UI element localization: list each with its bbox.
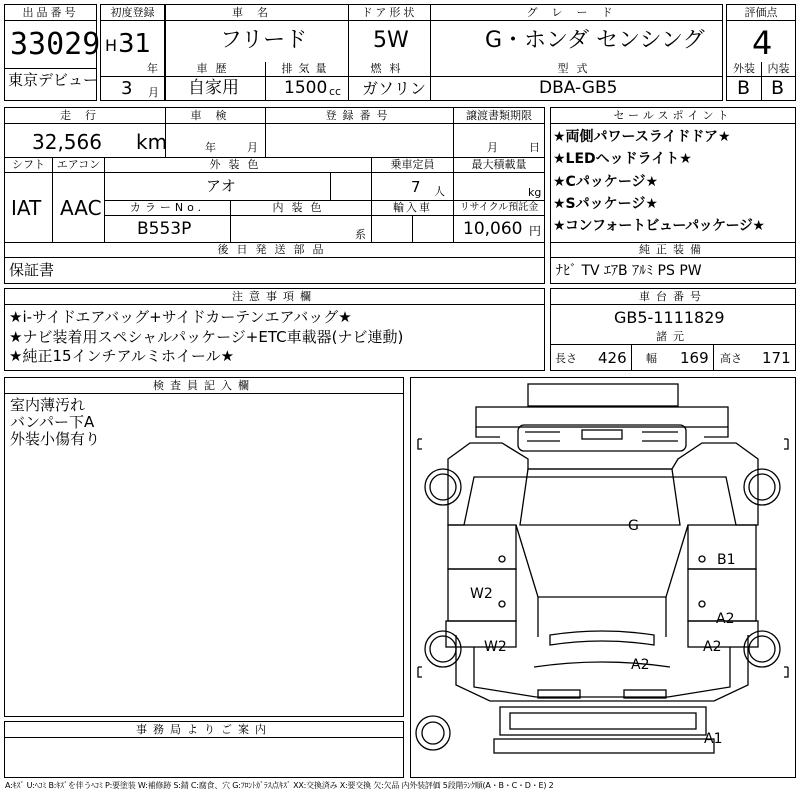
era: H — [105, 36, 118, 55]
month-unit: 月 — [148, 86, 159, 99]
damage-mark: W2 — [484, 639, 507, 655]
first-reg-label: 初度登録 — [101, 5, 164, 21]
selling-point: ★両側パワースライドドア★ — [553, 129, 731, 145]
displacement: 1500 — [284, 78, 328, 98]
car-outline-drawing — [410, 377, 796, 778]
score: 4 — [752, 24, 773, 62]
interior-color-unit: 系 — [355, 228, 366, 241]
exterior-color-label: 外装色 — [105, 158, 371, 172]
recycle-unit: 円 — [529, 224, 542, 238]
history: 自家用 — [188, 78, 239, 98]
score-label: 評価点 — [727, 5, 795, 21]
chassis-label: 車台番号 — [551, 289, 795, 305]
color-no-label: カラーNo. — [105, 201, 230, 215]
fuel-label: 燃料 — [349, 62, 430, 76]
capacity-unit: 人 — [434, 185, 445, 198]
dims-label: 諸元 — [551, 330, 795, 344]
damage-mark: W2 — [470, 586, 493, 602]
shift: IAT — [11, 196, 42, 220]
note-line: ★i-サイドエアバッグ+サイドカーテンエアバッグ★ — [9, 308, 352, 326]
equipment: ﾅﾋﾞ TV ｴｱB ｱﾙﾐ PS PW — [556, 263, 702, 279]
displacement-label: 排気量 — [266, 62, 348, 76]
exterior-color: アオ — [206, 177, 236, 195]
damage-mark: A2 — [703, 639, 722, 655]
damage-mark: G — [628, 518, 639, 534]
length-label: 長さ — [555, 352, 577, 365]
inspector-line: バンパー下A — [10, 413, 95, 431]
capacity: 7 — [411, 178, 421, 196]
equipment-label: 純正装備 — [551, 243, 795, 257]
mileage: 32,566 — [32, 130, 102, 154]
load-unit: kg — [528, 186, 542, 199]
height: 171 — [762, 349, 791, 367]
color-no: B553P — [137, 219, 192, 239]
selling-point: ★Sパッケージ★ — [553, 196, 658, 212]
load-label: 最大積載量 — [454, 158, 544, 172]
interior-label: 内装 — [762, 62, 795, 76]
note-line: ★ナビ装着用スペシャルパッケージ+ETC車載器(ナビ連動) — [9, 328, 404, 346]
transfer-day-unit: 日 — [529, 141, 540, 154]
transfer-label: 譲渡書類期限 — [454, 108, 544, 123]
interior-color-label: 内装色 — [231, 201, 371, 215]
selling-point: ★Cパッケージ★ — [553, 174, 659, 190]
selling-points-label: セールスポイント — [551, 108, 795, 124]
reg-month: 3 — [121, 78, 133, 99]
notes-label: 注意事項欄 — [5, 289, 544, 305]
car-name: フリード — [220, 28, 308, 53]
capacity-label: 乗車定員 — [372, 158, 453, 172]
lot-label: 出品番号 — [5, 5, 96, 21]
insp-year-unit: 年 — [205, 141, 216, 154]
selling-point: ★コンフォートビューパッケージ★ — [553, 218, 765, 234]
model: DBA-GB5 — [539, 78, 618, 98]
later-parts: 保証書 — [9, 261, 55, 279]
height-label: 高さ — [720, 352, 742, 365]
recycle-label: リサイクル預託金 — [454, 201, 544, 215]
car-name-label: 車名 — [166, 5, 348, 20]
transfer-month-unit: 月 — [487, 141, 498, 154]
door-label: ドア形状 — [349, 5, 430, 20]
insp-month-unit: 月 — [247, 141, 258, 154]
reg-number-label: 登録番号 — [266, 108, 453, 123]
damage-mark: B1 — [717, 552, 736, 568]
grade-label: グレード — [431, 5, 722, 20]
inspector-label: 検査員記入欄 — [5, 378, 403, 394]
recycle-amount: 10,060 — [463, 219, 523, 239]
damage-mark: A2 — [631, 657, 650, 673]
mileage-unit: km — [136, 130, 168, 154]
inspector-line: 室内薄汚れ — [10, 396, 86, 414]
auction-site: 東京デビュー — [8, 71, 99, 89]
chassis-number: GB5-1111829 — [614, 308, 725, 327]
note-line: ★純正15インチアルミホイール★ — [9, 347, 235, 365]
width-label: 幅 — [646, 352, 657, 365]
length: 426 — [598, 349, 627, 367]
model-label: 型式 — [431, 62, 722, 76]
inspection-label: 車検 — [166, 108, 265, 123]
door-type: 5W — [373, 28, 409, 53]
legend: A:ｷｽﾞ U:ﾍｺﾐ B:ｷｽﾞを伴うﾍｺﾐ P:要塗装 W:補修跡 S:錆 C:腐食、穴 G:ﾌﾛﾝﾄｶﾞﾗｽ点ｷｽﾞ XX:交換済み X:要交換 欠:欠品 内外装評価 5段階ﾗﾝｸ順(A・B・C・D・E) 2 — [5, 781, 554, 790]
selling-point: ★LEDヘッドライト★ — [553, 151, 692, 167]
ac-label: エアコン — [53, 158, 104, 172]
shift-label: シフト — [5, 158, 52, 172]
later-parts-label: 後日発送部品 — [5, 243, 544, 257]
import-label: 輸入車 — [372, 201, 453, 215]
grade: G・ホンダ センシング — [485, 28, 705, 53]
history-label: 車歴 — [166, 62, 265, 76]
displacement-unit: cc — [329, 85, 342, 98]
damage-mark: A2 — [716, 611, 735, 627]
mileage-label: 走行 — [5, 108, 165, 123]
ac: AAC — [60, 196, 102, 220]
width: 169 — [680, 349, 709, 367]
lot-number: 33029 — [10, 27, 101, 62]
interior-grade: B — [771, 77, 785, 99]
damage-mark: A1 — [704, 731, 723, 747]
reg-year: 31 — [118, 29, 152, 59]
exterior-label: 外装 — [727, 62, 761, 76]
year-unit: 年 — [147, 62, 158, 75]
exterior-grade: B — [737, 77, 751, 99]
office-label: 事務局よりご案内 — [5, 722, 403, 738]
fuel: ガソリン — [362, 79, 427, 98]
inspector-line: 外装小傷有り — [10, 430, 101, 448]
